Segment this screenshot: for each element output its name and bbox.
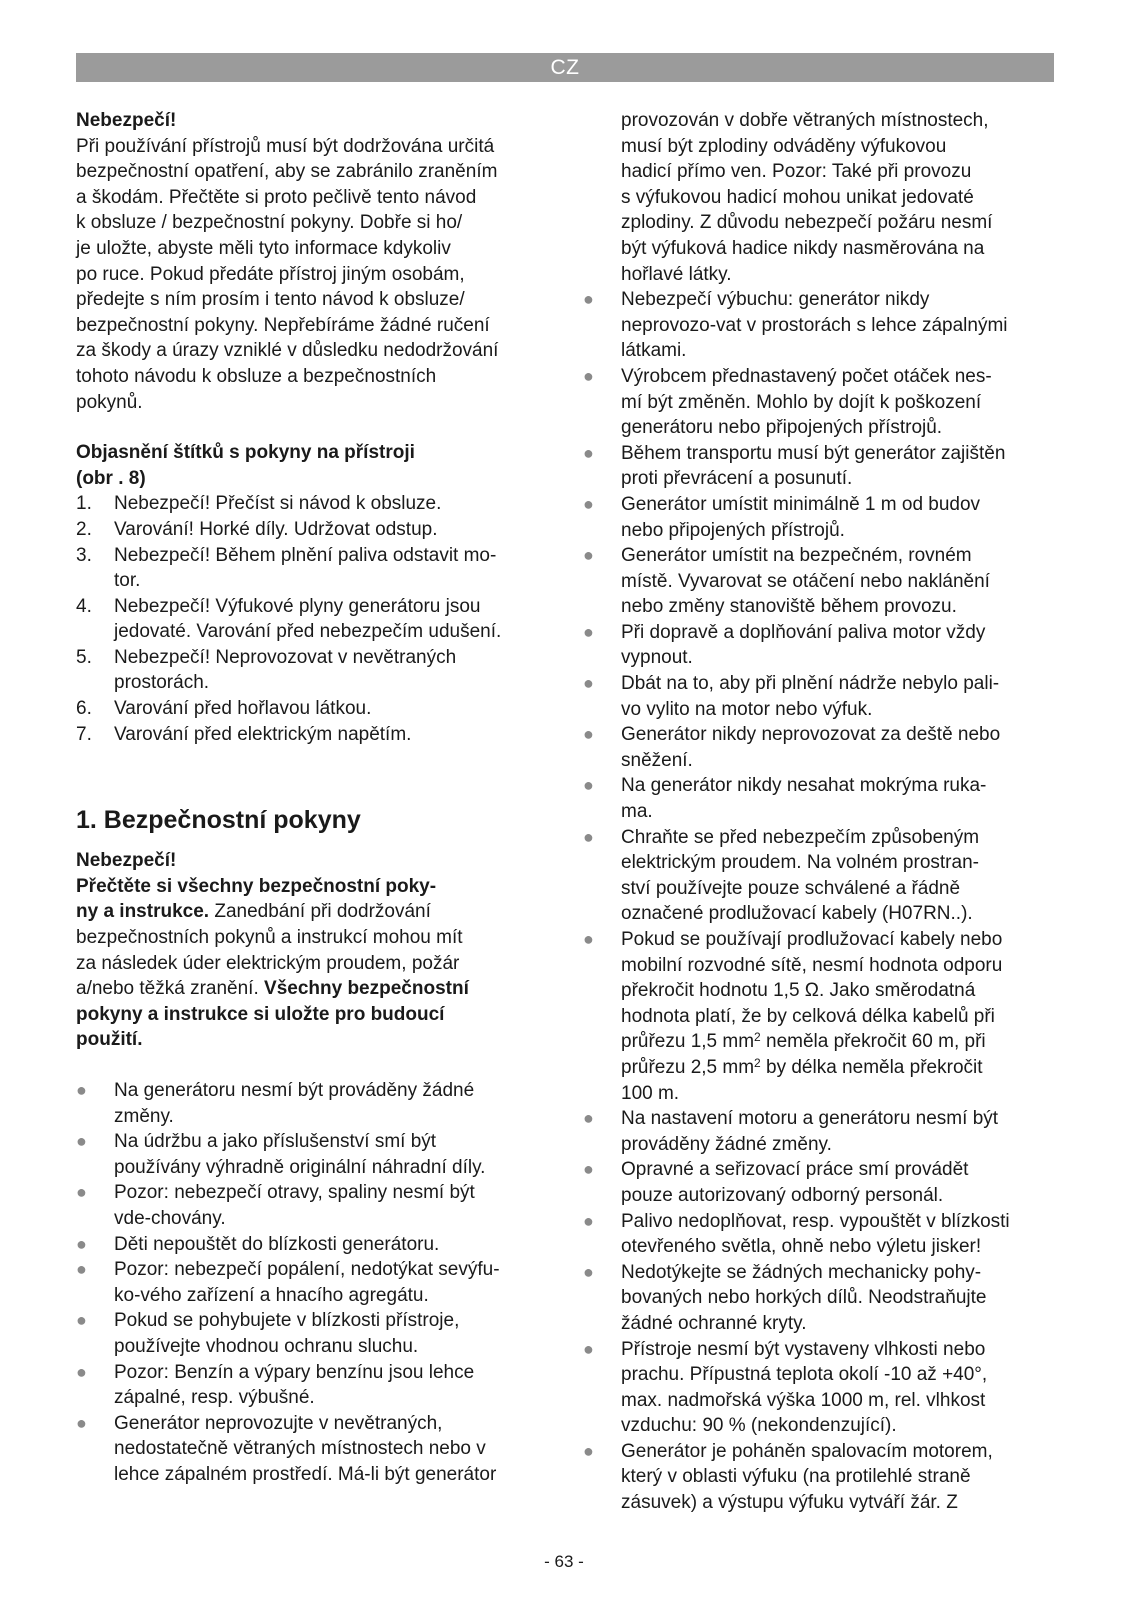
bullet-dot-icon: ● (76, 1131, 87, 1152)
bullet-text: ma. (621, 801, 653, 823)
labels-heading (76, 440, 552, 491)
bullet-item (76, 1257, 552, 1308)
bullet-dot-icon: ● (583, 775, 594, 796)
item-number: 5. (76, 646, 92, 668)
danger-bold-fragment: Všechny bezpečnostní (264, 978, 469, 1000)
superscript: 2 (754, 1055, 761, 1070)
continuation-line: provozován v dobře větraných místnostech, (621, 110, 989, 131)
bullet-item (583, 492, 1057, 543)
bullet-text: vo vylito na motor nebo výfuk. (621, 698, 873, 720)
bullet-dot-icon: ● (583, 621, 594, 642)
bullet-item (76, 1129, 552, 1180)
intro-line: za škody a úrazy vzniklé v důsledku nedodržování (76, 340, 499, 362)
bullet-dot-icon: ● (583, 724, 594, 745)
bullet-item-cable (583, 927, 1057, 1106)
danger-line (76, 976, 552, 1002)
bullet-text: lehce zápalném prostředí. Má-li být generátor (114, 1463, 497, 1485)
bullet-dot-icon: ● (583, 1440, 594, 1461)
danger-line: za následek úder elektrickým proudem, požár (76, 952, 460, 974)
bullet-item (583, 773, 1057, 824)
section-title: 1. Bezpečnostní pokyny (76, 806, 361, 835)
bullet-text: Pozor: nebezpečí popálení, nedotýkat sevýfu- (114, 1259, 500, 1281)
bullet-item (76, 1411, 552, 1488)
bullet-text: generátoru nebo připojených přístrojů. (621, 417, 943, 439)
bullet-text: Generátor je poháněn spalovacím motorem, (621, 1440, 993, 1462)
bullet-text: nebo změny stanoviště během provozu. (621, 596, 957, 618)
language-header-bar (76, 53, 1054, 82)
intro-line: tohoto návodu k obsluze a bezpečnostních (76, 365, 437, 387)
item-number: 4. (76, 595, 92, 617)
bullet-text: Děti nepouštět do blízkosti generátoru. (114, 1233, 440, 1255)
bullet-text: otevřeného světla, ohně nebo výletu jisker! (621, 1236, 982, 1258)
continuation-line: musí být zplodiny odváděny výfukovou (621, 135, 947, 157)
page-number: - 63 - (544, 1552, 584, 1571)
bullet-text: Chraňte se před nebezpečím způsobeným (621, 826, 980, 848)
intro-line: bezpečnostní pokyny. Nepřebíráme žádné ručení (76, 314, 490, 336)
bullet-item (583, 1157, 1057, 1208)
bullet-item (583, 1337, 1057, 1439)
bullet-text: ství používejte pouze schválené a řádně (621, 877, 961, 899)
bullet-text: změny. (114, 1105, 174, 1127)
bullet-dot-icon: ● (583, 929, 594, 949)
item-number: 2. (76, 518, 92, 540)
bullet-text: Pokud se používají prodlužovací kabely nebo (621, 929, 1003, 950)
bullet-text: používány výhradně originální náhradní díly. (114, 1156, 486, 1178)
item-number: 1. (76, 493, 92, 515)
bullet-text: Během transportu musí být generátor zajištěn (621, 442, 1006, 464)
danger-line (76, 899, 552, 925)
bullet-text: Na údržbu a jako příslušenství smí být (114, 1131, 437, 1153)
danger-bold-fragment: ny a instrukce. (76, 901, 210, 923)
bullet-text: označené prodlužovací kabely (H07RN..). (621, 903, 973, 925)
danger-line: bezpečnostních pokynů a instrukcí mohou mít (76, 927, 463, 949)
bullet-item (76, 1078, 552, 1129)
intro-line: Při používání přístrojů musí být dodržována určitá (76, 135, 495, 157)
left-column (76, 108, 552, 1488)
bullet-text: Na nastavení motoru a generátoru nesmí být (621, 1108, 999, 1130)
bullet-text: prováděny žádné změny. (621, 1133, 832, 1155)
item-number: 7. (76, 723, 92, 745)
bullet-dot-icon: ● (76, 1259, 87, 1280)
bullet-text: Při dopravě a doplňování paliva motor vždy (621, 621, 986, 643)
bullet-text: 100 m. (621, 1082, 680, 1104)
continuation-line: být výfuková hadice nikdy nasměrována na (621, 237, 985, 259)
bullet-dot-icon: ● (76, 1310, 87, 1331)
bullet-text: Palivo nedoplňovat, resp. vypouštět v blízkosti (621, 1210, 1010, 1232)
bullet-item (583, 825, 1057, 927)
bullet-text: prachu. Přípustná teplota okolí -10 až +40°, (621, 1364, 988, 1386)
bullet-item (583, 543, 1057, 620)
bullet-text (621, 1029, 1057, 1055)
bullet-item (583, 1260, 1057, 1337)
superscript: 2 (754, 1030, 761, 1045)
bullet-text: Výrobcem přednastavený počet otáček nes- (621, 365, 992, 387)
bullet-text: Generátor nikdy neprovozovat za deště nebo (621, 724, 1001, 746)
intro-line: bezpečnostní opatření, aby se zabránilo zraněním (76, 161, 498, 183)
bullet-text (621, 1055, 1057, 1081)
bullet-text: nebo připojených přístrojů. (621, 519, 845, 541)
bullet-text: Pokud se pohybujete v blízkosti přístroje, (114, 1310, 460, 1332)
continuation-paragraph (583, 108, 1057, 287)
bullet-dot-icon: ● (583, 442, 594, 463)
bullet-dot-icon: ● (583, 365, 594, 386)
bullet-dot-icon: ● (583, 1210, 594, 1231)
bullet-text: Nebezpečí výbuchu: generátor nikdy (621, 289, 930, 311)
bullet-text: Generátor umístit na bezpečném, rovném (621, 545, 972, 567)
text-fragment: neměla překročit 60 m, při (760, 1031, 986, 1053)
bullet-text: zápalné, resp. výbušné. (114, 1387, 315, 1409)
danger-title: Nebezpečí! (76, 850, 177, 872)
bullet-dot-icon: ● (583, 493, 594, 514)
bullet-text: sněžení. (621, 749, 693, 771)
bullet-text: vde-chovány. (114, 1207, 226, 1229)
bullet-dot-icon: ● (583, 1108, 594, 1129)
bullet-text: místě. Vyvarovat se otáčení nebo naklánění (621, 570, 990, 592)
item-number: 6. (76, 698, 92, 720)
danger-text-fragment: Zanedbání při dodržování (209, 901, 431, 923)
danger-text-fragment: a/nebo těžká zranění. (76, 978, 265, 1000)
intro-line: a škodám. Přečtěte si proto pečlivě tento návod (76, 186, 477, 208)
bullet-text: neprovozo-vat v prostorách s lehce zápalnými (621, 314, 1008, 336)
label-item (76, 645, 552, 696)
bullet-text: používejte vhodnou ochranu sluchu. (114, 1335, 419, 1357)
label-item (76, 543, 552, 594)
bullet-dot-icon: ● (583, 673, 594, 694)
intro-line: po ruce. Pokud předáte přístroj jiným osobám, (76, 263, 465, 285)
item-text: Varování před hořlavou látkou. (114, 698, 372, 720)
danger-line: použití. (76, 1029, 143, 1051)
bullet-text: Pozor: Benzín a výpary benzínu jsou lehce (114, 1361, 475, 1383)
bullet-item (583, 364, 1057, 441)
bullet-text: který v oblasti výfuku (na protilehlé straně (621, 1466, 971, 1488)
bullet-text: Nedotýkejte se žádných mechanicky pohy- (621, 1261, 982, 1283)
text-fragment: by délka neměla překročit (760, 1056, 983, 1078)
label-item (76, 722, 552, 748)
label-item (76, 491, 552, 517)
bullet-text: hodnota platí, že by celková délka kabelů při (621, 1005, 995, 1027)
danger-line: pokyny a instrukce si uložte pro budoucí (76, 1003, 445, 1025)
bullet-text: mí být změněn. Mohlo by dojít k poškození (621, 391, 982, 413)
continuation-line: zplodiny. Z důvodu nebezpečí požáru nesmí (621, 212, 993, 234)
bullet-text: vzduchu: 90 % (nekondenzující). (621, 1415, 897, 1437)
bullet-item (583, 1106, 1057, 1157)
bullet-text: proti převrácení a posunutí. (621, 468, 853, 490)
right-column (583, 108, 1057, 1516)
bullet-item (583, 1209, 1057, 1260)
bullet-text: bovaných nebo horkých dílů. Neodstraňujte (621, 1287, 987, 1309)
item-text: Varování! Horké díly. Udržovat odstup. (114, 518, 438, 540)
bullet-dot-icon: ● (583, 1159, 594, 1180)
bullet-text: ko-vého zařízení a hnacího agregátu. (114, 1284, 429, 1306)
text-fragment: průřezu 2,5 mm (621, 1056, 755, 1078)
item-text: tor. (114, 570, 141, 592)
bullet-item (583, 671, 1057, 722)
bullet-dot-icon: ● (583, 1338, 594, 1359)
label-item (76, 594, 552, 645)
label-explanation-list (76, 491, 552, 747)
bullet-dot-icon: ● (76, 1182, 87, 1203)
intro-line: je uložte, abyste měli tyto informace kdykoliv (76, 237, 451, 259)
text-fragment: průřezu 1,5 mm (621, 1031, 755, 1053)
item-text: Nebezpečí! Během plnění paliva odstavit mo- (114, 544, 497, 566)
bullet-item (583, 620, 1057, 671)
bullet-item (583, 722, 1057, 773)
bullet-text: vypnout. (621, 647, 693, 669)
intro-line: předejte s ním prosím i tento návod k obsluze/ (76, 289, 465, 311)
continuation-line: hadicí přímo ven. Pozor: Také při provozu (621, 161, 972, 183)
bullet-dot-icon: ● (76, 1412, 87, 1433)
label-item (76, 517, 552, 543)
bullet-dot-icon: ● (76, 1080, 87, 1100)
bullet-text: žádné ochranné kryty. (621, 1312, 807, 1334)
item-text: Varování před elektrickým napětím. (114, 723, 412, 745)
item-text: Nebezpečí! Přečíst si návod k obsluze. (114, 493, 442, 515)
bullet-item (76, 1308, 552, 1359)
bullet-text: mobilní rozvodné sítě, nesmí hodnota odporu (621, 954, 1003, 976)
bullet-text: Přístroje nesmí být vystaveny vlhkosti nebo (621, 1338, 986, 1360)
bullet-item (583, 1439, 1057, 1516)
item-text: Nebezpečí! Výfukové plyny generátoru jsou (114, 595, 481, 617)
bullet-text: max. nadmořská výška 1000 m, rel. vlhkost (621, 1389, 986, 1411)
bullet-text: Dbát na to, aby při plnění nádrže nebylo pali- (621, 673, 1000, 695)
bullet-item (76, 1360, 552, 1411)
intro-paragraph (76, 134, 552, 416)
item-number: 3. (76, 544, 92, 566)
bullet-item (76, 1180, 552, 1231)
continuation-line: s výfukovou hadicí mohou unikat jedovaté (621, 186, 974, 208)
danger-line: Přečtěte si všechny bezpečnostní poky- (76, 875, 437, 897)
labels-heading-line: Objasnění štítků s pokyny na přístroji (76, 442, 415, 464)
bullet-text: Pozor: nebezpečí otravy, spaliny nesmí být (114, 1182, 475, 1204)
bullet-text: Opravné a seřizovací práce smí provádět (621, 1159, 969, 1181)
bullet-item (583, 287, 1057, 364)
bullet-text: překročit hodnotu 1,5 Ω. Jako směrodatná (621, 980, 976, 1002)
bullet-item (76, 1232, 552, 1258)
bullet-dot-icon: ● (76, 1233, 87, 1254)
bullet-text: Na generátor nikdy nesahat mokrýma ruka- (621, 775, 987, 797)
label-item (76, 696, 552, 722)
continuation-line: hořlavé látky. (621, 263, 732, 285)
bullet-text: Generátor neprovozujte v nevětraných, (114, 1412, 443, 1434)
labels-heading-line: (obr . 8) (76, 467, 146, 489)
bullet-dot-icon: ● (583, 826, 594, 847)
bullet-text: elektrickým proudem. Na volném prostran- (621, 852, 979, 874)
bullet-text: látkami. (621, 340, 687, 362)
bullet-text: Na generátoru nesmí být prováděny žádné (114, 1080, 475, 1101)
language-code: CZ (550, 56, 580, 79)
intro-line: k obsluze / bezpečnostní pokyny. Dobře si ho/ (76, 212, 463, 234)
safety-bullet-list-left (76, 1078, 552, 1488)
bullet-dot-icon: ● (583, 545, 594, 566)
bullet-dot-icon: ● (76, 1361, 87, 1382)
bullet-text: zásuvek) a výstupu výfuku vytváří žár. Z (621, 1492, 958, 1514)
danger-paragraph (76, 874, 552, 1053)
bullet-dot-icon: ● (583, 289, 594, 310)
safety-bullet-list-right (583, 287, 1057, 1516)
item-text: jedovaté. Varování před nebezpečím udušení. (114, 621, 502, 643)
intro-line: pokynů. (76, 391, 143, 413)
bullet-item (583, 441, 1057, 492)
warning-title: Nebezpečí! (76, 110, 177, 131)
bullet-text: Generátor umístit minimálně 1 m od budov (621, 493, 981, 515)
item-text: prostorách. (114, 672, 210, 694)
bullet-dot-icon: ● (583, 1261, 594, 1282)
bullet-text: nedostatečně větraných místnostech nebo v (114, 1438, 486, 1460)
item-text: Nebezpečí! Neprovozovat v nevětraných (114, 646, 457, 668)
bullet-text: pouze autorizovaný odborný personál. (621, 1184, 944, 1206)
